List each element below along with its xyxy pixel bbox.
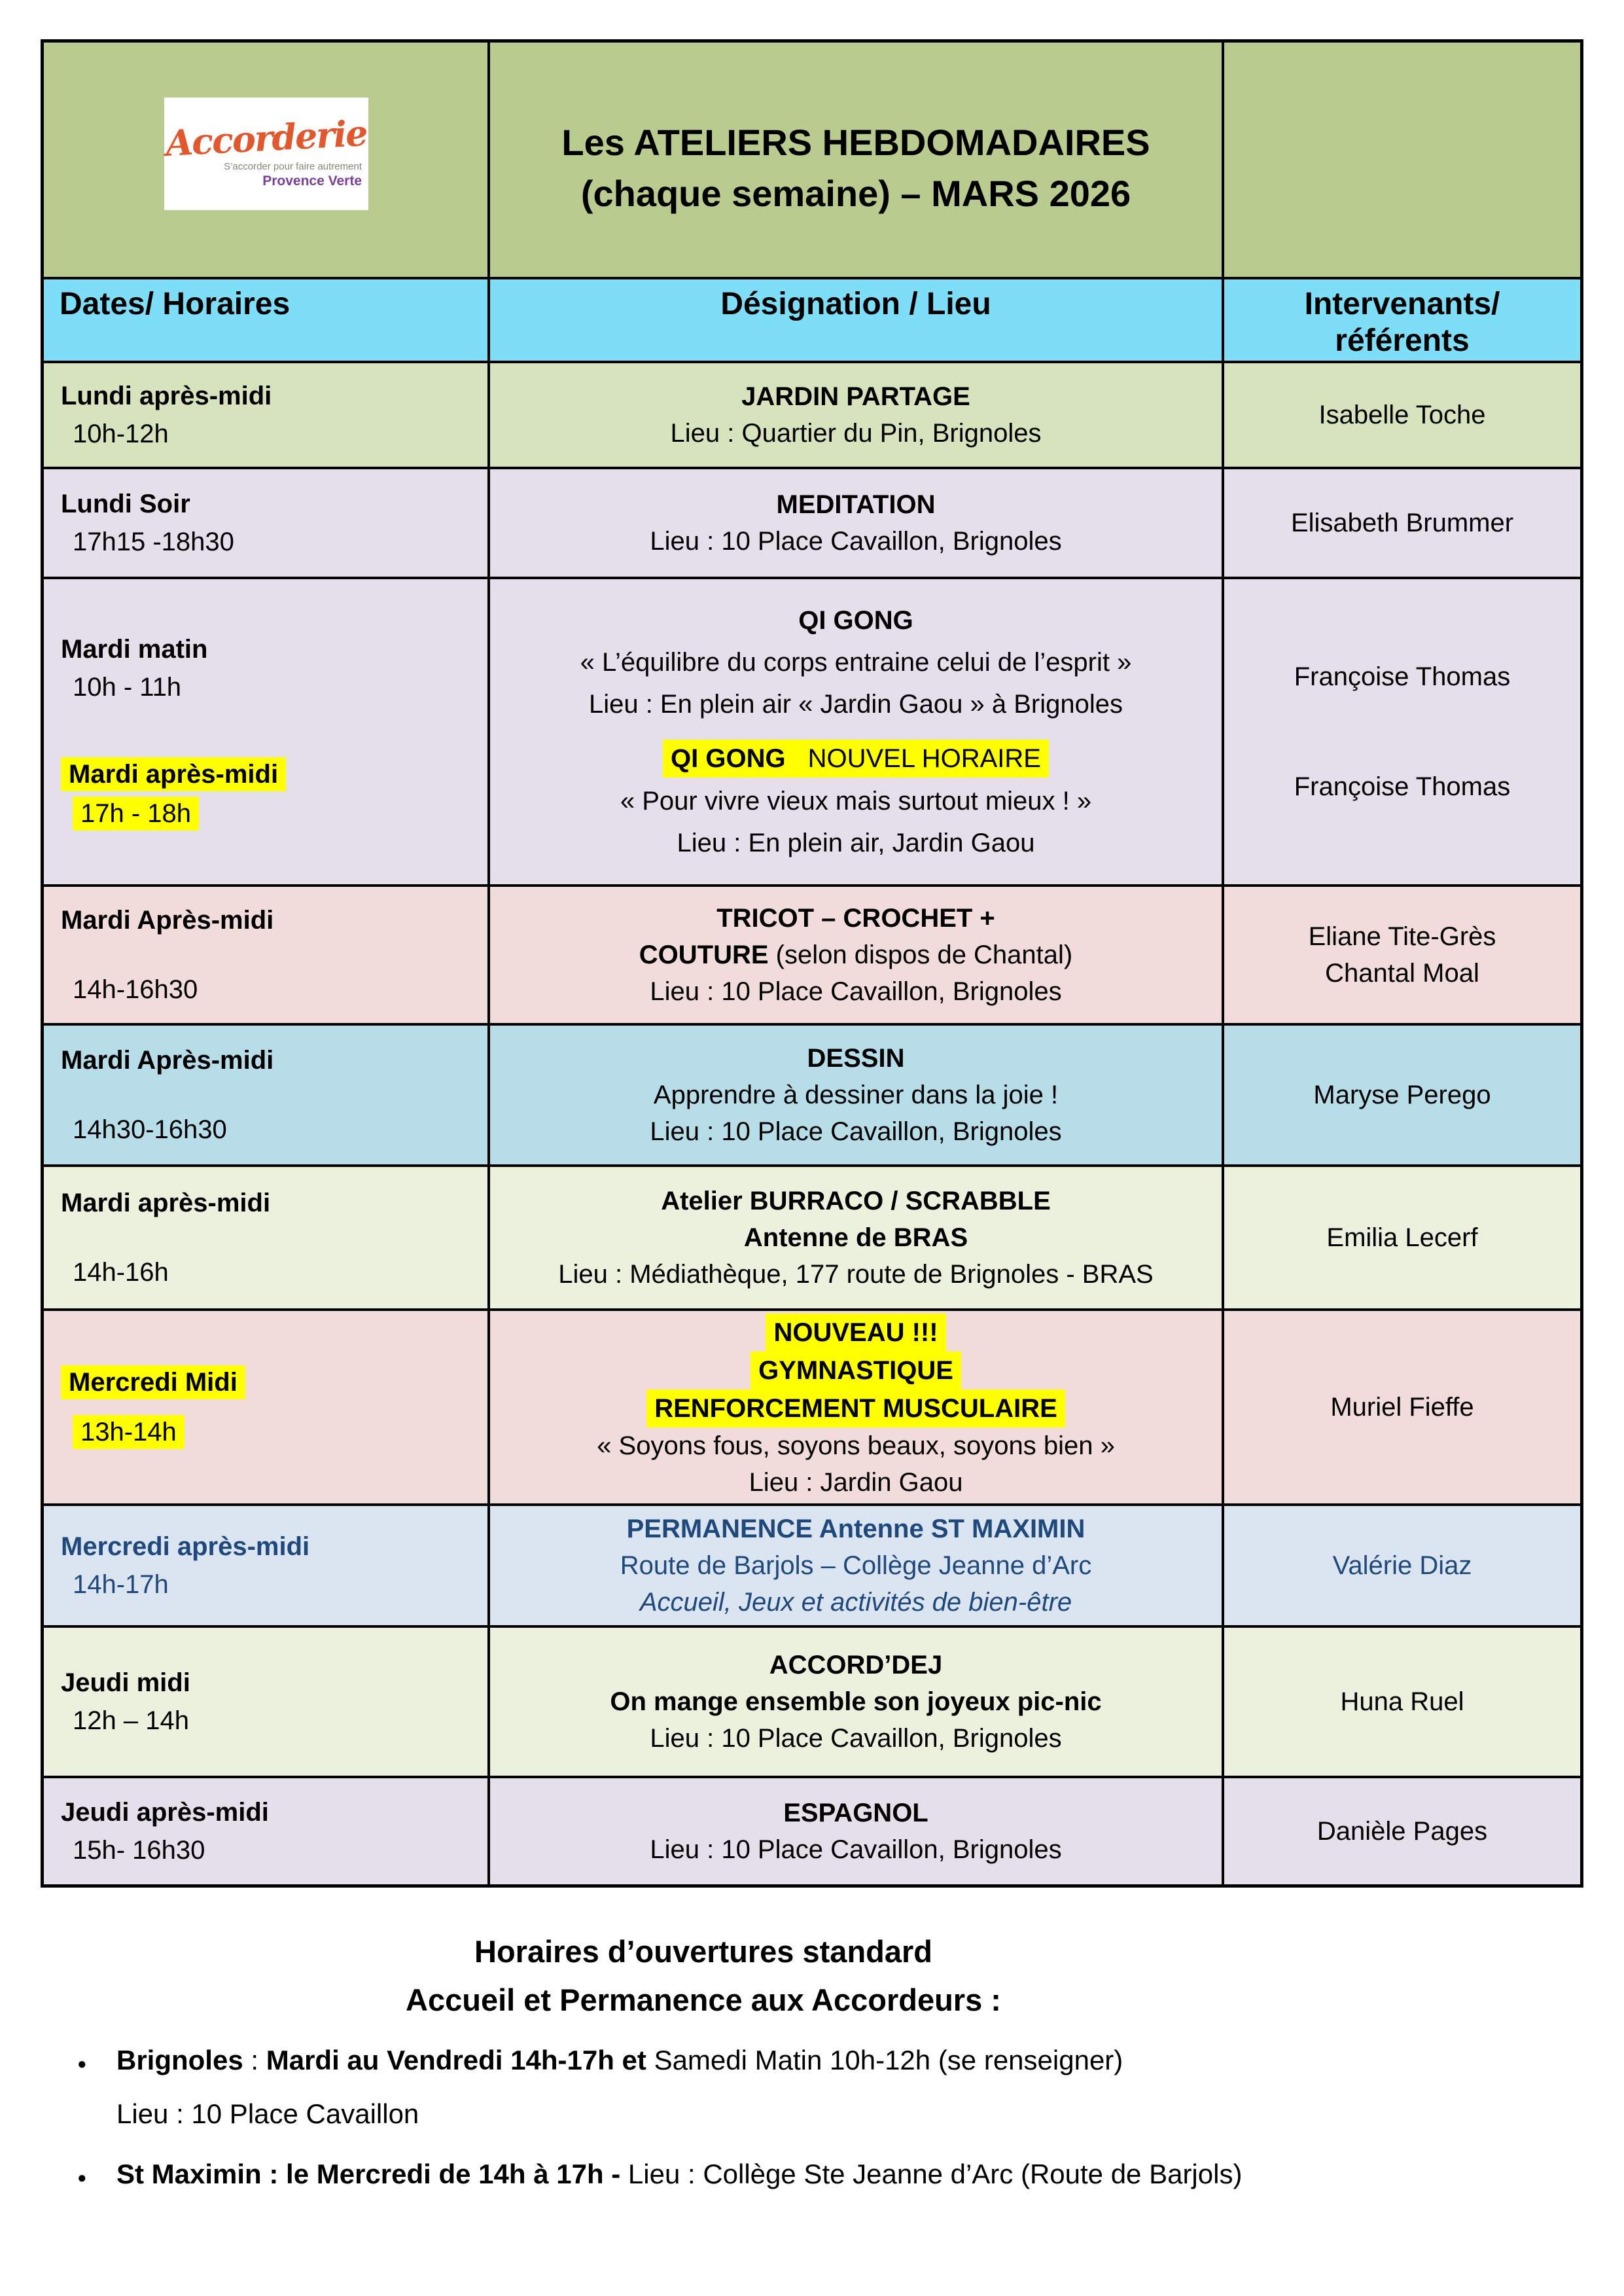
- workshop-title: MEDITATION: [776, 490, 936, 519]
- designation-cell: [487, 469, 1222, 577]
- day-cell: [44, 469, 487, 577]
- time-label: 10h-12h: [73, 420, 169, 448]
- title-line-2: (chaque semaine) – MARS 2026: [580, 173, 1131, 214]
- time-label: 10h - 11h: [73, 673, 182, 702]
- workshop-location: Lieu : Médiathèque, 177 route de Brignoles - BRAS: [558, 1260, 1154, 1289]
- workshop-subtitle-bold: COUTURE: [639, 941, 769, 969]
- opening-hours-list: [65, 2041, 1361, 2193]
- person-name: Eliane Tite-Grès: [1308, 922, 1496, 951]
- time-label: [73, 797, 199, 831]
- brignoles-location: Lieu : 10 Place Cavaillon: [116, 2098, 419, 2129]
- brignoles-hours-line: [116, 2045, 1123, 2075]
- workshop-location: Lieu : Quartier du Pin, Brignoles: [670, 419, 1042, 448]
- time-label: [73, 1415, 185, 1449]
- st-maximin-location: Lieu : Collège Ste Jeanne d’Arc (Route de Barjols): [627, 2159, 1243, 2189]
- title-line-1: Les ATELIERS HEBDOMADAIRES: [561, 122, 1150, 163]
- header-dates-horaires: Dates/ Horaires: [60, 287, 291, 321]
- day-cell: [44, 363, 487, 467]
- people-cell: [1222, 363, 1580, 467]
- day-cell: [44, 1628, 487, 1776]
- workshop-title: DESSIN: [807, 1044, 905, 1073]
- row-espagnol: [44, 1776, 1580, 1884]
- highlighted-text: RENFORCEMENT MUSCULAIRE: [646, 1390, 1065, 1427]
- designation-cell: [487, 1026, 1222, 1164]
- day-label: [61, 1365, 245, 1399]
- brignoles-saturday-hours: Samedi Matin 10h-12h (se renseigner): [654, 2045, 1123, 2075]
- people-cell: [1222, 1026, 1580, 1164]
- header-designation-lieu: Désignation / Lieu: [487, 279, 1222, 361]
- highlighted-time: 13h-14h: [73, 1415, 185, 1449]
- people-cell: [1222, 1628, 1580, 1776]
- designation-cell: [487, 1506, 1222, 1625]
- workshop-subtitle: [639, 937, 1073, 973]
- morning-workshop: [580, 602, 1132, 723]
- highlighted-day: Mercredi Midi: [61, 1365, 245, 1399]
- workshop-location: Lieu : En plein air « Jardin Gaou » à Brignoles: [588, 689, 1123, 719]
- designation-cell: [487, 363, 1222, 467]
- person-name: Isabelle Toche: [1318, 401, 1486, 429]
- people-cell: [1222, 1311, 1580, 1503]
- day-label: Jeudi après-midi: [61, 1798, 269, 1827]
- day-label: Mercredi après-midi: [61, 1532, 310, 1561]
- workshop-location: Route de Barjols – Collège Jeanne d’Arc: [620, 1551, 1092, 1580]
- people-cell: [1222, 1167, 1580, 1308]
- workshop-description: Accueil, Jeux et activités de bien-être: [639, 1588, 1072, 1617]
- row-jardin-partage: [44, 361, 1580, 467]
- logo-region: Provence Verte: [262, 173, 362, 188]
- logo-brand-text: Accorderie: [164, 111, 368, 164]
- person-name: Chantal Moal: [1325, 959, 1479, 988]
- workshop-location: Lieu : 10 Place Cavaillon, Brignoles: [650, 1117, 1062, 1146]
- workshop-location: Lieu : 10 Place Cavaillon, Brignoles: [650, 527, 1062, 556]
- workshop-title: TRICOT – CROCHET +: [716, 904, 995, 933]
- day-label: Mardi après-midi: [61, 1189, 271, 1217]
- workshop-subtitle-note: (selon dispos de Chantal): [768, 941, 1073, 969]
- time-label: 14h30-16h30: [73, 1115, 227, 1144]
- person-name: Danièle Pages: [1316, 1817, 1488, 1846]
- document-title: [487, 43, 1222, 277]
- workshops-table: [41, 39, 1583, 1888]
- day-cell: [44, 1167, 487, 1308]
- people-cell: [1222, 1506, 1580, 1625]
- highlighted-time: 17h - 18h: [73, 797, 199, 831]
- people-cell: [1222, 469, 1580, 577]
- logo-cell: [44, 43, 487, 277]
- day-cell: [44, 1506, 487, 1625]
- title-band: [44, 43, 1580, 277]
- workshop-location: Lieu : 10 Place Cavaillon, Brignoles: [650, 1724, 1062, 1753]
- day-label: Mardi matin: [61, 635, 208, 664]
- footer-info: [65, 1928, 1361, 2215]
- workshop-title: ACCORD’DEJ: [769, 1651, 943, 1679]
- row-gymnastique: [44, 1308, 1580, 1503]
- day-cell: [44, 1311, 487, 1503]
- workshop-title: ESPAGNOL: [783, 1799, 928, 1827]
- new-schedule-note: NOUVEL HORAIRE: [807, 744, 1041, 774]
- footer-heading-1: Horaires d’ouvertures standard: [474, 1934, 932, 1969]
- day-cell: [44, 887, 487, 1023]
- day-label: Jeudi midi: [61, 1668, 190, 1697]
- designation-cell: [487, 579, 1222, 884]
- workshop-title: Atelier BURRACO / SCRABBLE: [661, 1187, 1051, 1215]
- person-name: Emilia Lecerf: [1326, 1223, 1478, 1252]
- new-banner: [766, 1314, 945, 1352]
- day-label: Lundi Soir: [61, 490, 190, 518]
- header-intervenants-line1: Intervenants/: [1304, 287, 1500, 321]
- afternoon-slot: [61, 757, 286, 831]
- day-label: [61, 757, 286, 791]
- person-name: Muriel Fieffe: [1330, 1393, 1474, 1422]
- st-maximin-hours: St Maximin : le Mercredi de 14h à 17h -: [116, 2159, 628, 2189]
- row-accord-dej: [44, 1625, 1580, 1776]
- time-label: 14h-17h: [73, 1570, 169, 1599]
- people-cell: [1222, 887, 1580, 1023]
- workshop-title: [750, 1352, 961, 1390]
- afternoon-workshop: [620, 740, 1091, 861]
- designation-cell: [487, 887, 1222, 1023]
- day-label: Mardi Après-midi: [61, 1046, 274, 1075]
- time-label: 14h-16h: [73, 1258, 169, 1287]
- day-cell: [44, 1026, 487, 1164]
- person-name: Elisabeth Brummer: [1290, 509, 1514, 537]
- row-tricot-crochet: [44, 884, 1580, 1023]
- highlighted-text: NOUVEAU !!!: [766, 1314, 945, 1352]
- time-label: 14h-16h30: [73, 975, 198, 1004]
- designation-cell: [487, 1311, 1222, 1503]
- separator: :: [243, 2045, 266, 2075]
- table-header-row: [44, 277, 1580, 361]
- designation-cell: [487, 1628, 1222, 1776]
- workshop-location: Lieu : En plein air, Jardin Gaou: [677, 829, 1035, 858]
- row-burraco-scrabble: [44, 1164, 1580, 1308]
- workshop-title-text: QI GONG: [671, 744, 786, 774]
- time-label: 17h15 -18h30: [73, 528, 234, 556]
- logo-tagline: S’accorder pour faire autrement: [224, 160, 362, 172]
- header-intervenants-line2: référents: [1335, 323, 1470, 358]
- workshop-quote: « Pour vivre vieux mais surtout mieux ! »: [620, 787, 1092, 816]
- day-label: Mardi Après-midi: [61, 906, 274, 935]
- brignoles-weekday-hours: Mardi au Vendredi 14h-17h et: [266, 2045, 654, 2075]
- footer-heading-2: Accueil et Permanence aux Accordeurs :: [406, 1982, 1001, 2017]
- person-name: Maryse Perego: [1313, 1081, 1491, 1109]
- workshop-subtitle: Antenne de BRAS: [743, 1223, 968, 1252]
- designation-cell: [487, 1778, 1222, 1884]
- people-cell: [1222, 1778, 1580, 1884]
- workshop-title: PERMANENCE Antenne ST MAXIMIN: [626, 1515, 1086, 1543]
- person-name: Huna Ruel: [1340, 1687, 1464, 1716]
- brignoles-hours-item: [116, 2041, 1361, 2133]
- title-band-empty-cell: [1222, 43, 1580, 277]
- workshop-quote: « Soyons fous, soyons beaux, soyons bien »: [597, 1431, 1115, 1460]
- city-brignoles: Brignoles: [116, 2045, 243, 2075]
- morning-slot: [61, 633, 207, 704]
- highlighted-text: GYMNASTIQUE: [750, 1352, 961, 1390]
- time-label: 15h- 16h30: [73, 1836, 205, 1865]
- people-cell: [1222, 579, 1580, 884]
- header-intervenants: [1222, 279, 1580, 361]
- day-cell: [44, 579, 487, 884]
- workshop-subtitle: On mange ensemble son joyeux pic-nic: [610, 1687, 1102, 1716]
- workshop-location: Lieu : 10 Place Cavaillon, Brignoles: [650, 1835, 1062, 1864]
- st-maximin-hours-item: [116, 2155, 1361, 2193]
- row-meditation: [44, 467, 1580, 577]
- workshop-title: JARDIN PARTAGE: [741, 382, 970, 411]
- workshop-location: Lieu : Jardin Gaou: [749, 1468, 963, 1497]
- row-dessin: [44, 1023, 1580, 1164]
- row-permanence-st-maximin: [44, 1503, 1580, 1625]
- accorderie-logo: [164, 98, 368, 210]
- designation-cell: [487, 1167, 1222, 1308]
- highlighted-title: [663, 740, 1049, 778]
- person-name: Françoise Thomas: [1294, 772, 1511, 802]
- person-name: Valérie Diaz: [1332, 1551, 1472, 1580]
- person-name: Françoise Thomas: [1294, 662, 1511, 691]
- workshop-title: QI GONG: [798, 605, 913, 635]
- time-label: 12h – 14h: [73, 1706, 189, 1735]
- day-cell: [44, 1778, 487, 1884]
- workshop-subtitle: Apprendre à dessiner dans la joie !: [653, 1081, 1059, 1109]
- workshop-title: [663, 740, 1049, 778]
- workshop-subtitle: [646, 1390, 1065, 1427]
- workshop-quote: « L’équilibre du corps entraine celui de l’esprit »: [580, 647, 1132, 677]
- highlighted-day: Mardi après-midi: [61, 757, 286, 791]
- day-label: Lundi après-midi: [61, 382, 272, 410]
- row-qi-gong: [44, 577, 1580, 884]
- workshop-location: Lieu : 10 Place Cavaillon, Brignoles: [650, 977, 1062, 1006]
